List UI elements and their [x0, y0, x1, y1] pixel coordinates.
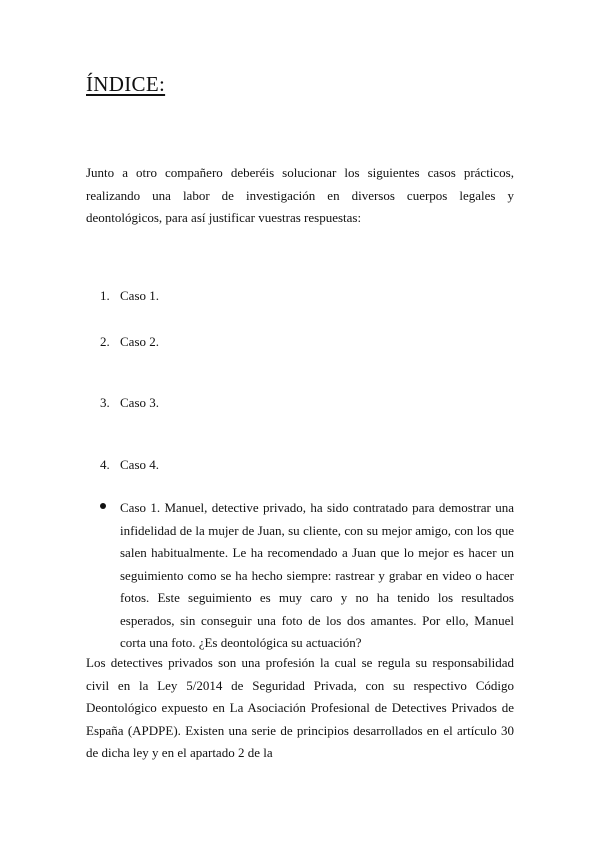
index-item-number: 4. [100, 457, 110, 472]
case-bullet-text: Caso 1. Manuel, detective privado, ha sido contratado para demostrar una infidelidad de la mujer de Juan, su cliente, con su mejor amigo, con los que salen habitualmente. Le ha recomendado a Juan que lo mejor es hacer un seguimiento como se ha hecho siempre: rastrear y grabar en video o hacer fotos. Este seguimiento es muy caro y no ha tenido los resultados esperados, sin conseguir una foto de los dos amantes. Por ello, Manuel corta una foto. ¿Es deontológica su actuación? [120, 500, 514, 650]
body-paragraph: Los detectives privados son una profesión la cual se regula su responsabilidad civil en la Ley 5/2014 de Seguridad Privada, con su respectivo Código Deontológico expuesto en La Asociación Profesional de Detectives Privados de España (APDPE). Existen una serie de principios desarrollados en el artículo 30 de dicha ley y en el apartado 2 de la [86, 655, 514, 760]
page-title: ÍNDICE: [86, 72, 166, 96]
index-item [100, 457, 159, 473]
index-item [100, 288, 159, 304]
case-bullet-item [100, 497, 514, 655]
index-item-number: 2. [100, 334, 110, 349]
index-item-number: 3. [100, 395, 110, 410]
index-item [100, 395, 159, 411]
index-item-label: Caso 2. [120, 334, 159, 349]
intro-paragraph: Junto a otro compañero deberéis solucionar los siguientes casos prácticos, realizando una labor de investigación en diversos cuerpos legales y deontológicos, para así justificar vuestras respuestas: [86, 165, 514, 225]
index-item [100, 334, 159, 350]
index-item-label: Caso 1. [120, 288, 159, 303]
bullet-icon [100, 503, 106, 509]
index-item-label: Caso 3. [120, 395, 159, 410]
index-item-label: Caso 4. [120, 457, 159, 472]
index-item-number: 1. [100, 288, 110, 303]
